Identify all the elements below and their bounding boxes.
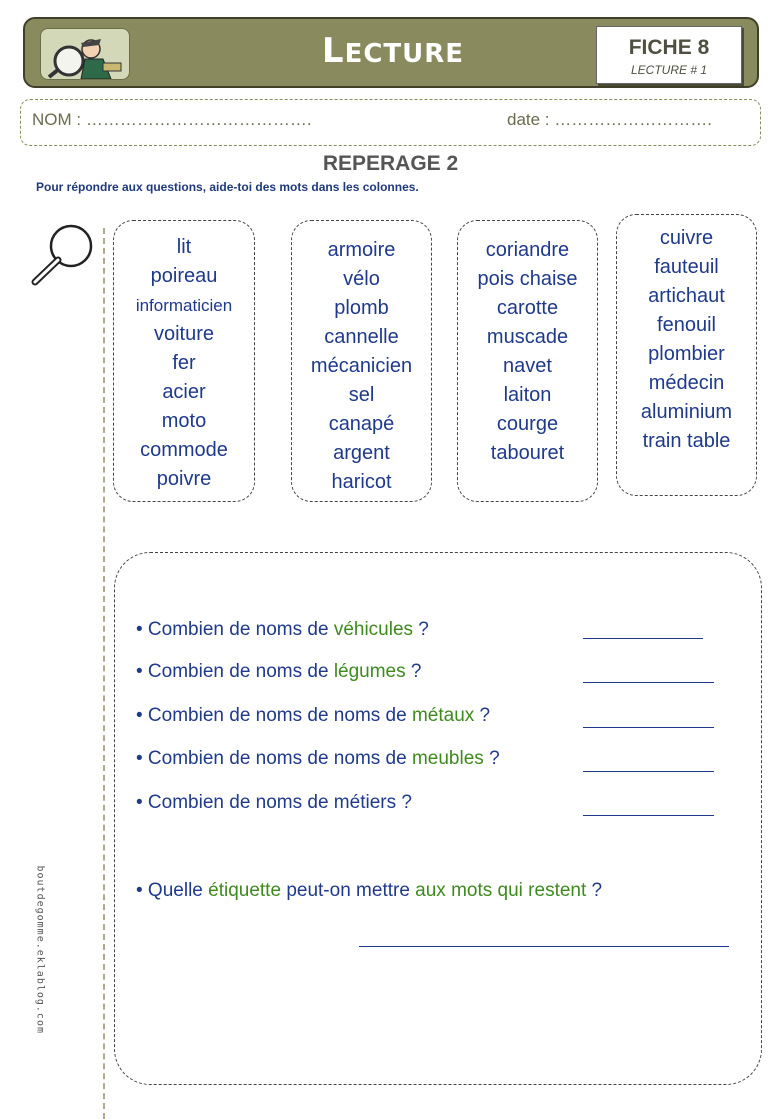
word: laiton: [503, 384, 552, 406]
name-field[interactable]: NOM : ………………………………….: [32, 110, 312, 129]
question-text: • Combien de noms de: [136, 619, 334, 640]
word: médecin: [648, 372, 725, 394]
question-metiers: [136, 792, 412, 814]
question-text: ?: [586, 880, 603, 901]
word: aluminium: [640, 401, 733, 423]
answer-blank-6[interactable]: [359, 946, 729, 947]
word: coriandre: [485, 239, 570, 261]
question-keyword: étiquette: [208, 880, 282, 901]
answer-blank-4[interactable]: [583, 771, 714, 772]
question-text: peut-on mettre: [281, 880, 416, 901]
word: armoire: [327, 239, 396, 261]
word: poivre: [156, 468, 212, 490]
word: plomb: [334, 297, 389, 319]
answer-blank-1[interactable]: [583, 638, 703, 639]
fiche-number: FICHE 8: [628, 36, 710, 59]
fiche-subtitle: LECTURE # 1: [630, 63, 708, 77]
side-url: boutdegomme.eklablog.com: [34, 865, 46, 1034]
header-banner: [23, 17, 759, 88]
question-keyword: véhicules: [333, 619, 414, 640]
word: tabouret: [490, 442, 565, 464]
word: pois chaise: [477, 268, 578, 290]
word-column-2: [291, 220, 432, 502]
word: plombier: [648, 343, 725, 365]
question-keyword: légumes: [333, 661, 406, 682]
word: haricot: [331, 471, 392, 493]
question-text: • Combien de noms de noms de: [136, 748, 412, 769]
question-text: • Combien de noms de métiers ?: [136, 792, 412, 813]
word: canapé: [328, 413, 395, 435]
word: lit: [176, 236, 192, 258]
word: train table: [642, 430, 731, 452]
section-heading: REPERAGE 2: [322, 152, 459, 175]
word: cuivre: [659, 227, 714, 249]
page-title: LECTURE: [321, 31, 465, 71]
word: mécanicien: [310, 355, 413, 377]
word: carotte: [496, 297, 559, 319]
question-text: • Combien de noms de noms de: [136, 705, 412, 726]
name-date-bar: [20, 99, 761, 146]
word: acier: [162, 381, 206, 403]
word: courge: [496, 413, 559, 435]
question-text: ?: [405, 661, 422, 682]
question-meubles: [136, 748, 500, 770]
word: moto: [161, 410, 207, 432]
word: informaticien: [135, 296, 233, 315]
word: voiture: [153, 323, 215, 345]
word-column-4: [616, 214, 757, 496]
question-text: ?: [413, 619, 429, 640]
word: sel: [348, 384, 375, 406]
question-text: ?: [474, 705, 491, 726]
question-text: ?: [483, 748, 500, 769]
magnifier-icon: [25, 222, 97, 290]
margin-divider: [103, 228, 105, 1119]
question-keyword: meubles: [411, 748, 484, 769]
word: argent: [333, 442, 390, 464]
fiche-label-box: [596, 26, 742, 84]
question-metaux: [136, 705, 490, 727]
answer-blank-5[interactable]: [583, 815, 714, 816]
word: commode: [140, 439, 228, 461]
question-keyword: métaux: [411, 705, 475, 726]
question-text: • Quelle: [136, 880, 209, 901]
word: muscade: [486, 326, 569, 348]
word-column-1: [113, 220, 255, 502]
word: artichaut: [648, 285, 725, 307]
word: fer: [172, 352, 196, 374]
date-field[interactable]: date : ……………………….: [507, 110, 712, 129]
question-keyword: aux mots qui restent: [415, 880, 587, 901]
answer-blank-3[interactable]: [583, 727, 714, 728]
word: navet: [503, 355, 552, 377]
word: poireau: [150, 265, 218, 287]
instruction-text: Pour répondre aux questions, aide-toi des mots dans les colonnes.: [36, 180, 419, 194]
answer-blank-2[interactable]: [583, 682, 714, 683]
question-etiquette: [136, 880, 602, 902]
question-legumes: [136, 661, 422, 683]
question-text: • Combien de noms de: [136, 661, 334, 682]
word: fauteuil: [654, 256, 719, 278]
word: fenouil: [657, 314, 716, 336]
word: vélo: [343, 268, 380, 290]
word: cannelle: [324, 326, 399, 348]
word-column-3: [457, 220, 598, 502]
question-vehicules: [136, 619, 429, 641]
